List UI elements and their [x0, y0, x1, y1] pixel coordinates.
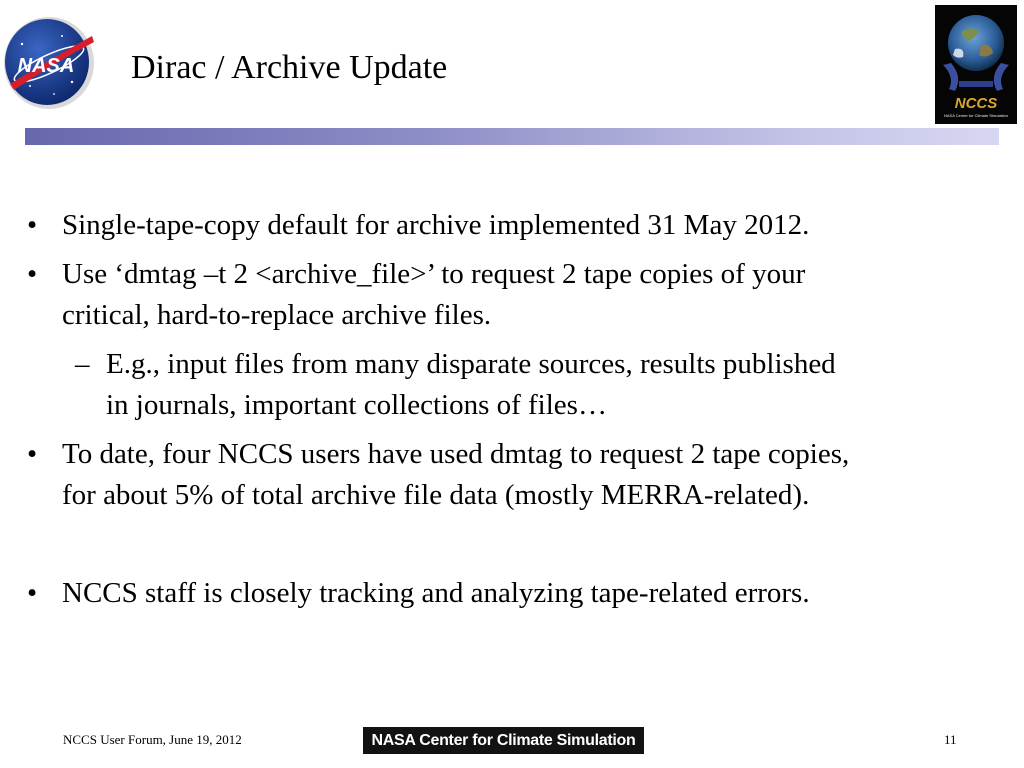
sub-bullet-line-2: in journals, important collections of files… — [106, 389, 607, 421]
footer-nccs-banner: NASA Center for Climate Simulation — [363, 727, 644, 754]
footer-event-date: NCCS User Forum, June 19, 2012 — [63, 732, 242, 747]
title-underline-bar — [25, 128, 999, 145]
bullet-3-line-2: for about 5% of total archive file data (mostly MERRA-related). — [62, 479, 810, 511]
sub-bullet-marker: – — [75, 348, 90, 380]
bullet-marker: • — [27, 438, 38, 470]
nccs-logo-caption: NASA Center for Climate Simulation — [943, 113, 1009, 118]
bullet-2-line-1: Use ‘dmtag –t 2 <archive_file>’ to request 2 tape copies of your — [62, 258, 806, 290]
slide-title: Dirac / Archive Update — [131, 49, 448, 86]
bullet-2-line-2: critical, hard-to-replace archive files. — [62, 299, 492, 331]
nasa-logo-text: NASA — [17, 55, 75, 77]
slide-page-number: 11 — [944, 732, 957, 747]
bullet-3-line-1: To date, four NCCS users have used dmtag to request 2 tape copies, — [62, 438, 850, 470]
bullet-marker: • — [27, 258, 38, 290]
bullet-marker: • — [27, 209, 38, 241]
nccs-logo — [935, 5, 1017, 124]
bullet-1-line-1: Single-tape-copy default for archive implemented 31 May 2012. — [62, 209, 810, 241]
bullet-4-line-1: NCCS staff is closely tracking and analyzing tape-related errors. — [62, 577, 810, 609]
bullet-marker: • — [27, 577, 38, 609]
sub-bullet-line-1: E.g., input files from many disparate sources, results published — [106, 348, 836, 380]
nccs-logo-text: NCCS — [954, 95, 998, 112]
nasa-logo — [2, 14, 96, 112]
